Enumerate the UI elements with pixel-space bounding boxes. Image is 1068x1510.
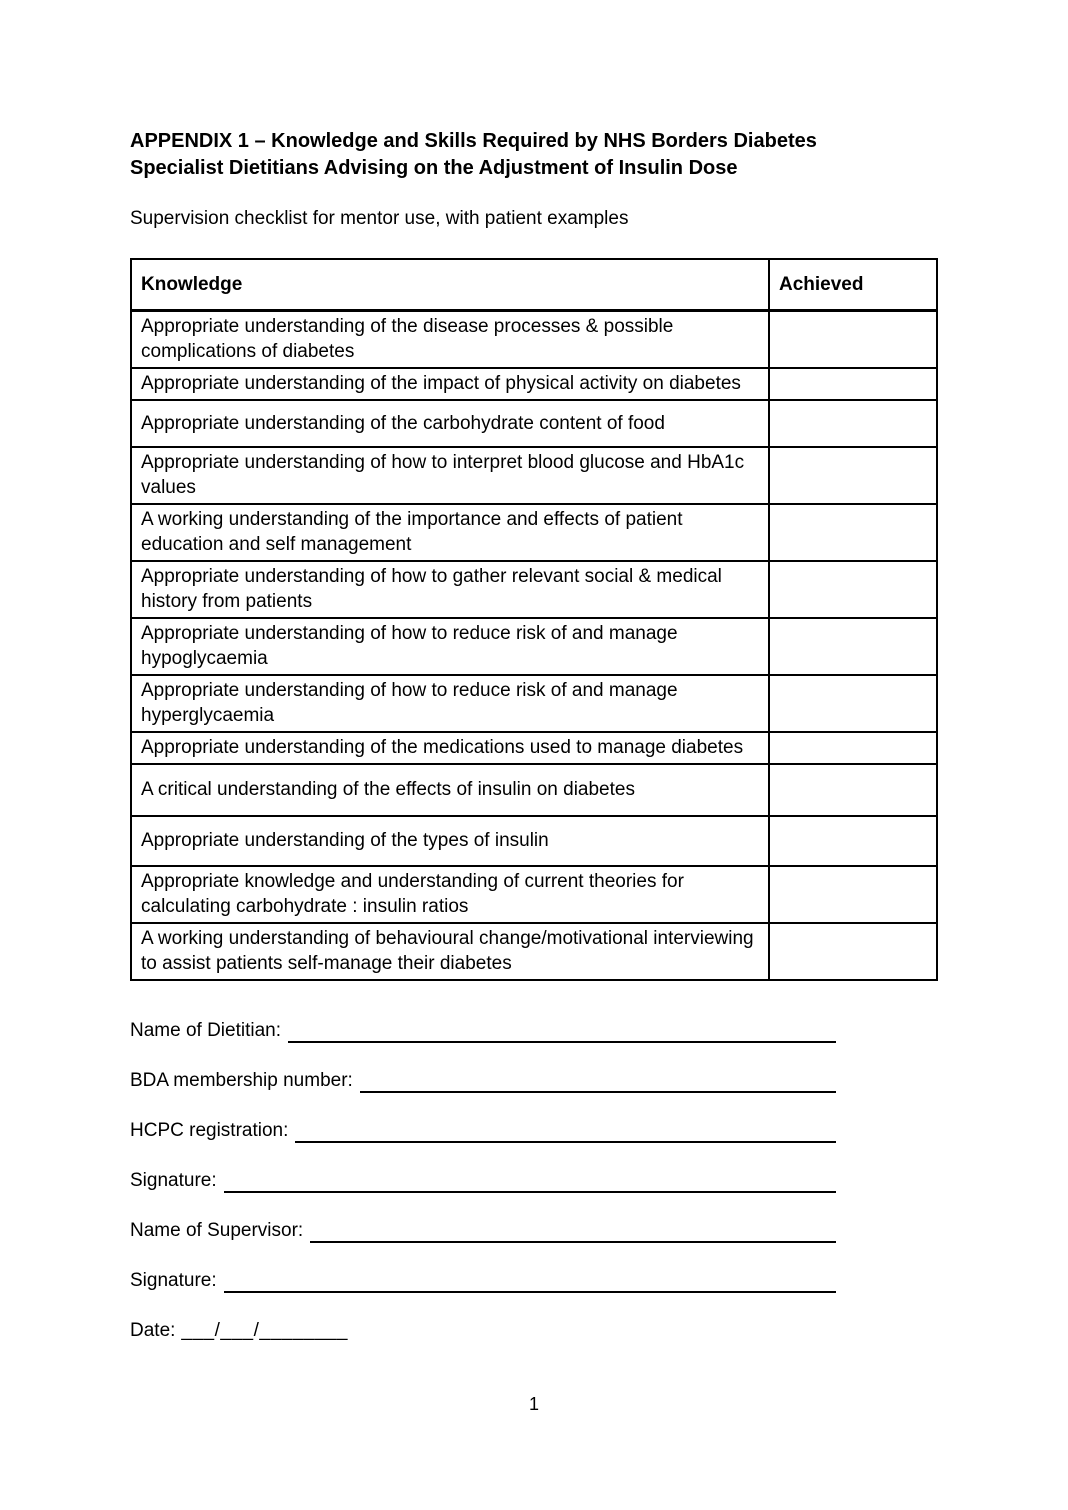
achieved-cell [769,311,937,369]
field-label: HCPC registration: [130,1120,289,1141]
knowledge-cell: Appropriate understanding of how to interpret blood glucose and HbA1c values [131,447,769,504]
form-field-supervisor-signature [130,1268,836,1293]
table-row [131,400,937,447]
table-row [131,675,937,732]
field-label: Date: [130,1320,176,1341]
form-field-dietitian-signature [130,1168,836,1193]
form-field-supervisor-name [130,1218,836,1243]
fill-in-line [295,1120,836,1143]
fill-in-line [224,1170,836,1193]
table-row [131,368,937,400]
knowledge-cell: Appropriate understanding of the carbohydrate content of food [131,400,769,447]
knowledge-cell: Appropriate understanding of how to gather relevant social & medical history from patients [131,561,769,618]
fill-in-line [360,1070,836,1093]
table-row [131,764,937,816]
page-number: 1 [528,1394,539,1414]
fill-in-line [224,1270,836,1293]
achieved-cell [769,504,937,561]
achieved-cell [769,866,937,923]
knowledge-cell: Appropriate understanding of the disease processes & possible complications of diabetes [131,311,769,369]
page-subtitle: Supervision checklist for mentor use, with patient examples [130,208,629,229]
field-label: BDA membership number: [130,1070,353,1091]
field-label: Signature: [130,1270,217,1291]
achieved-cell [769,561,937,618]
signature-form [130,1018,940,1343]
form-field-bda-number [130,1068,836,1093]
table-row [131,311,937,369]
achieved-cell [769,816,937,866]
knowledge-cell: Appropriate understanding of the impact of physical activity on diabetes [131,368,769,400]
fill-in-line [288,1020,836,1043]
achieved-cell [769,764,937,816]
table-row [131,866,937,923]
achieved-cell [769,368,937,400]
table-row [131,504,937,561]
table-row [131,923,937,980]
field-label: Name of Dietitian: [130,1020,282,1041]
page-content [130,128,940,1343]
knowledge-cell: A working understanding of behavioural change/motivational interviewing to assist patients self-manage their diabetes [131,923,769,980]
knowledge-cell: Appropriate understanding of the medications used to manage diabetes [131,732,769,764]
table-row [131,618,937,675]
knowledge-cell: Appropriate understanding of the types of insulin [131,816,769,866]
table-header-knowledge: Knowledge [131,259,769,311]
table-row [131,732,937,764]
date-placeholder: ___/___/________ [181,1320,348,1341]
form-field-hcpc-registration [130,1118,836,1143]
fill-in-line [310,1220,836,1243]
achieved-cell [769,923,937,980]
field-label: Signature: [130,1170,217,1191]
table-header-row [131,259,937,311]
page-title: APPENDIX 1 – Knowledge and Skills Required by NHS Borders Diabetes Specialist Dietitians Advising on the Adjustment of Insulin Dose [130,130,817,179]
achieved-cell [769,618,937,675]
knowledge-cell: A working understanding of the importance and effects of patient education and self management [131,504,769,561]
achieved-cell [769,732,937,764]
knowledge-cell: Appropriate understanding of how to reduce risk of and manage hypoglycaemia [131,618,769,675]
table-row [131,816,937,866]
achieved-cell [769,447,937,504]
table-row [131,447,937,504]
form-field-dietitian-name [130,1018,836,1043]
knowledge-cell: A critical understanding of the effects of insulin on diabetes [131,764,769,816]
achieved-cell [769,675,937,732]
knowledge-cell: Appropriate knowledge and understanding of current theories for calculating carbohydrate : insulin ratios [131,866,769,923]
achieved-cell [769,400,937,447]
knowledge-table [130,258,938,981]
form-field-date [130,1318,836,1343]
table-header-achieved: Achieved [769,259,937,311]
table-row [131,561,937,618]
field-label: Name of Supervisor: [130,1220,304,1241]
knowledge-cell: Appropriate understanding of how to reduce risk of and manage hyperglycaemia [131,675,769,732]
